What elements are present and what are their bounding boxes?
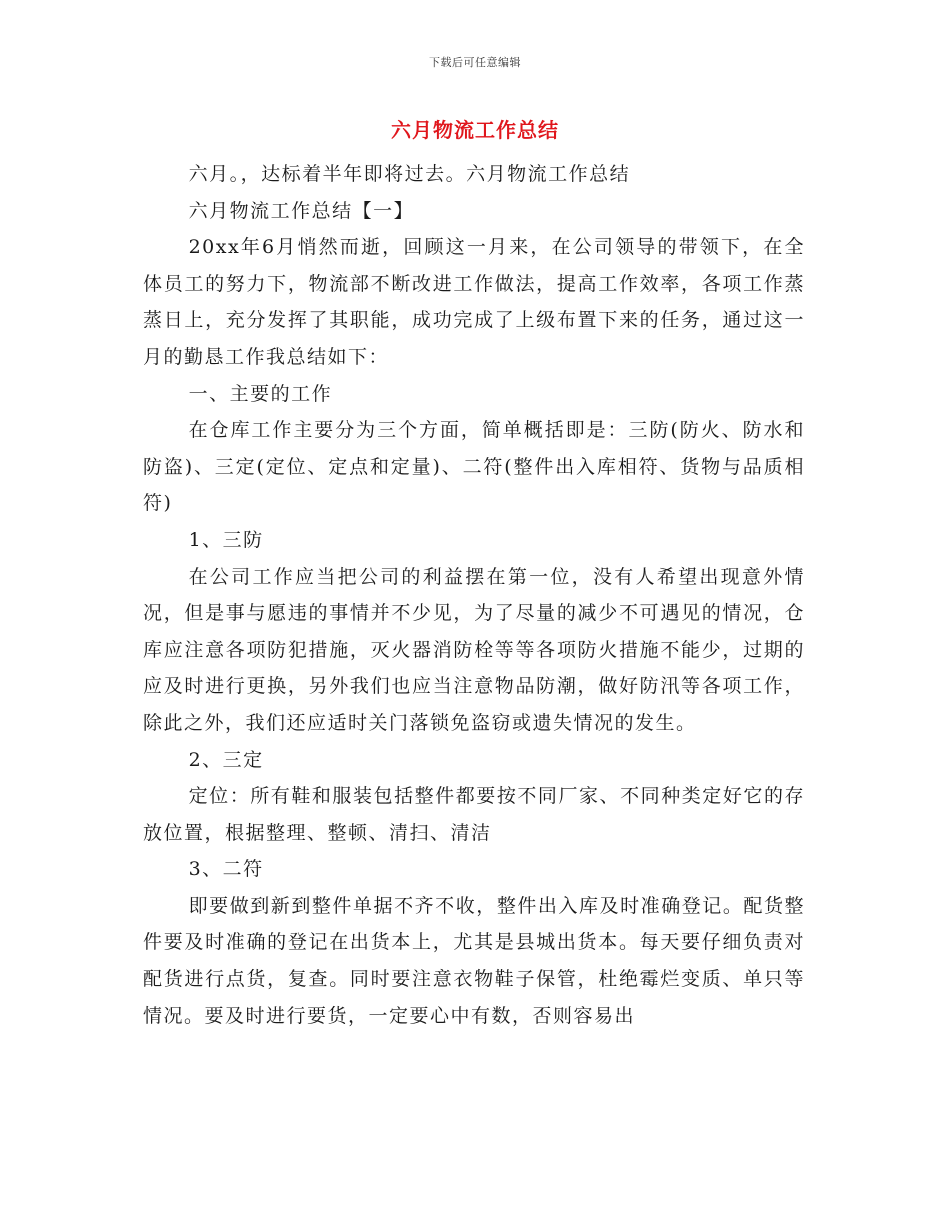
paragraph-two-matches: 即要做到新到整件单据不齐不收，整件出入库及时准确登记。配货整件要及时准确的登记在出货本上，尤其是县城出货本。每天要仔细负责对配货进行点货，复查。同时要注意衣物鞋子保管，杜绝霉烂变质、单只等情况。要及时进行要货，一定要心中有数，否则容易出 <box>143 894 805 1027</box>
document-title: 六月物流工作总结 <box>391 118 559 142</box>
paragraph-section-heading: 六月物流工作总结【一】 <box>188 199 415 222</box>
heading-two-matches: 3、二符 <box>188 858 264 881</box>
heading-main-work: 一、主要的工作 <box>188 382 333 405</box>
heading-three-fixes: 2、三定 <box>188 748 264 771</box>
paragraph-intro: 六月。，达标着半年即将过去。六月物流工作总结 <box>188 163 631 185</box>
paragraph-three-preventions: 在公司工作应当把公司的利益摆在第一位，没有人希望出现意外情况，但是事与愿违的事情并不少见，为了尽量的减少不可遇见的情况，仓库应注意各项防犯措施，灭火器消防栓等等各项防火措施不能少，过期的应及时进行更换，另外我们也应当注意物品防潮，做好防汛等各项工作，除此之外，我们还应适时关门落锁免盗窃或遗失情况的发生。 <box>143 565 805 734</box>
document-body <box>143 156 805 1034</box>
paragraph-three-fixes: 定位：所有鞋和服装包括整件都要按不同厂家、不同种类定好它的存放位置，根据整理、整顿、清扫、清洁 <box>143 785 805 844</box>
header-note: 下载后可任意编辑 <box>429 56 521 69</box>
heading-three-preventions: 1、三防 <box>188 528 264 551</box>
paragraph-warehouse-summary: 在仓库工作主要分为三个方面，简单概括即是：三防(防火、防水和防盗)、三定(定位、定点和定量)、二符(整件出入库相符、货物与品质相符) <box>143 419 805 515</box>
paragraph-overview: 20xx年6月悄然而逝，回顾这一月来，在公司领导的带领下，在全体员工的努力下，物流部不断改进工作做法，提高工作效率，各项工作蒸蒸日上，充分发挥了其职能，成功完成了上级布置下来的任务，通过这一月的勤恳工作我总结如下： <box>143 236 805 368</box>
